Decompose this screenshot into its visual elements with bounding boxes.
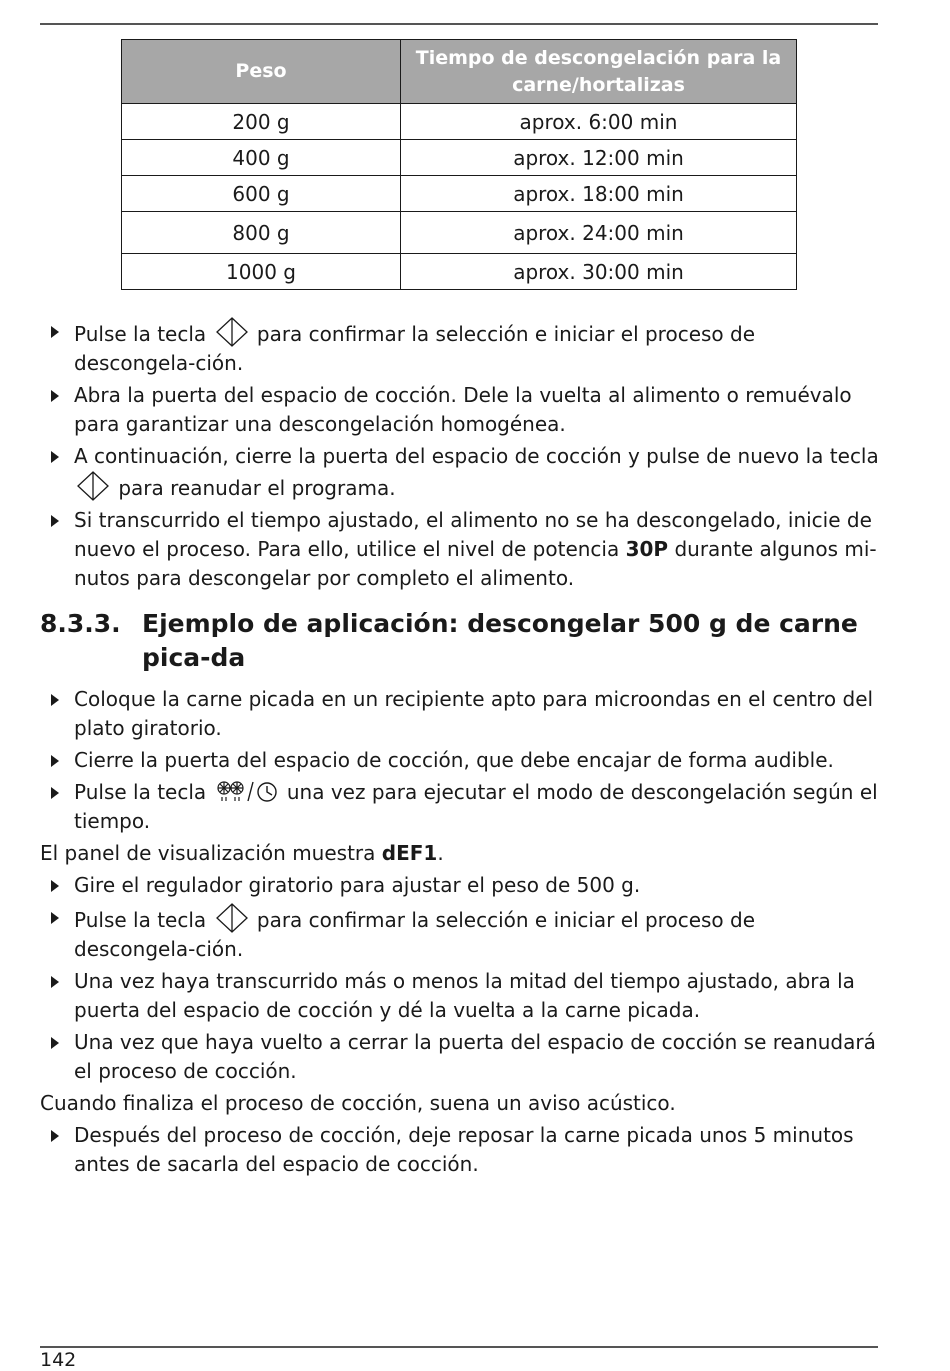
list-item: Cierre la puerta del espacio de cocción, que debe encajar de forma audible. [40,746,880,775]
section-heading [40,607,880,675]
cell-time: aprox. 30:00 min [401,254,797,290]
bullet-arrow-icon [51,976,59,988]
list-item: A continuación, cierre la puerta del espacio de cocción y pulse de nuevo la tecla para reanudar el programa. [40,442,880,503]
cell-weight: 200 g [122,104,401,140]
list-item: Después del proceso de cocción, deje reposar la carne picada unos 5 minutos antes de sacarla del espacio de cocción. [40,1121,880,1179]
bullet-arrow-icon [51,787,59,799]
cell-weight: 800 g [122,212,401,254]
display-code: dEF1 [381,841,438,865]
bullet-arrow-icon [51,694,59,706]
cell-time: aprox. 24:00 min [401,212,797,254]
bullet-arrow-icon [51,390,59,402]
list-item: Pulse la tecla una vez para ejecutar el modo de descongelación según el tiempo. [40,778,880,836]
defrost-time-key-icon [215,779,279,805]
table-row [122,140,797,176]
table-header-row [122,40,797,104]
list-item: Pulse la tecla para confirmar la selección e iniciar el proceso de descongela-ción. [40,317,880,378]
list-item: Gire el regulador giratorio para ajustar el peso de 500 g. [40,871,880,900]
bullet-arrow-icon [51,326,59,338]
page-number: 142 [40,1349,77,1371]
header-defrost-time: Tiempo de descongelación para la carne/hortalizas [401,40,797,104]
cell-weight: 400 g [122,140,401,176]
cell-time: aprox. 12:00 min [401,140,797,176]
body-text [40,317,880,1182]
defrost-table [121,39,797,290]
table-row [122,212,797,254]
finish-line: Cuando finaliza el proceso de cocción, suena un aviso acústico. [40,1091,676,1115]
bullet-arrow-icon [51,755,59,767]
start-key-icon [215,903,249,933]
cell-weight: 1000 g [122,254,401,290]
table-row [122,254,797,290]
list-item: Abra la puerta del espacio de cocción. Dele la vuelta al alimento o remuévalo para garantizar una descongelación homogénea. [40,381,880,439]
bullet-arrow-icon [51,880,59,892]
start-key-icon [76,471,110,501]
cell-time: aprox. 18:00 min [401,176,797,212]
start-key-icon [215,317,249,347]
list-item: Coloque la carne picada en un recipiente apto para microondas en el centro del plato giratorio. [40,685,880,743]
list-item: Una vez haya transcurrido más o menos la mitad del tiempo ajustado, abra la puerta del espacio de cocción y dé la vuelta a la carne picada. [40,967,880,1025]
bullet-arrow-icon [51,1130,59,1142]
display-readout-line: El panel de visualización muestra dEF1. [40,841,444,865]
power-level: 30P [625,537,669,561]
list-item: Pulse la tecla para confirmar la selección e iniciar el proceso de descongela-ción. [40,903,880,964]
header-weight: Peso [122,40,401,104]
bullet-arrow-icon [51,912,59,924]
cell-time: aprox. 6:00 min [401,104,797,140]
table-row [122,176,797,212]
list-item: Una vez que haya vuelto a cerrar la puerta del espacio de cocción se reanudará el proceso de cocción. [40,1028,880,1086]
table-row [122,104,797,140]
section-title: Ejemplo de aplicación: descongelar 500 g de carne pica-da [142,609,858,672]
bottom-rule [40,1346,878,1348]
list-item: Si transcurrido el tiempo ajustado, el alimento no se ha descongelado, inicie de nuevo el proceso. Para ello, utilice el nivel de potencia 30P durante algunos mi-nutos para descongelar por completo el alimento. [40,506,880,593]
bullet-arrow-icon [51,1037,59,1049]
top-rule [40,23,878,25]
bullet-arrow-icon [51,451,59,463]
cell-weight: 600 g [122,176,401,212]
section-number: 8.3.3. [40,609,121,638]
bullet-arrow-icon [51,515,59,527]
